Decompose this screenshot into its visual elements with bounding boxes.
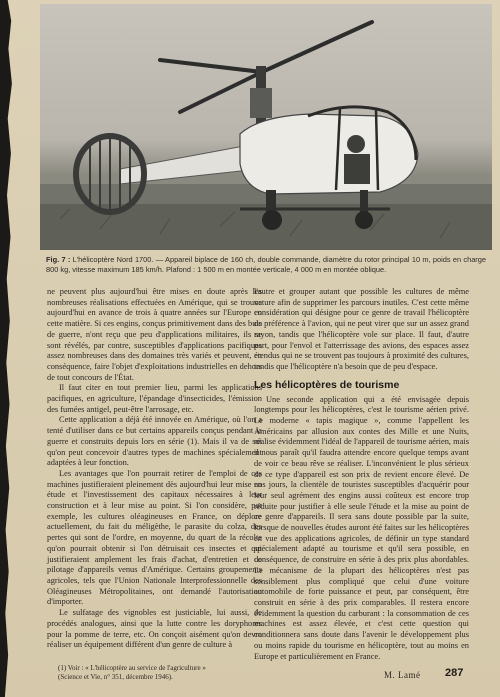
figure-caption: [46, 255, 486, 274]
paragraph: Les avantages que l'on pourrait retirer de l'emploi de ces machines justifieraient pleinement dès aujourd'hui leur mise en étude et l'investissement des capitaux nécessaires à leur construction et à leur mise au point. Si l'on considère, par exemple, les cultures oléagineuses en France, on déplore actuellement, du fait du méligèthe, le parasite du colza, des pertes qui sont de l'ordre, en moyenne, du quart de la récolte qu'on pourrait obtenir si l'on détruisait ces insectes et qui justifieraient amplement les frais d'achat, d'entretien et de pilotage d'appareils venus d'Amérique. Certains groupements agricoles, tels que l'Union Nationale Interprofessionnelle des Oléagineuses Métropolitaines, ont demandé l'autorisation d'importer.: [47, 468, 262, 607]
figure-caption-text: L'hélicoptère Nord 1700. — Appareil biplace de 160 ch, double commande, diamètre du rotor principal 10 m, poids en charge 800 kg, vitesse maximum 185 km/h. Plafond : 1 500 m en montée verticale, 4 000 m en montée oblique.: [46, 255, 486, 274]
paragraph: Une seconde application qui a été envisagée depuis longtemps pour les hélicoptères, c'est le tourisme aérien privé. Le moderne « tapis magique », comme l'appellent les Américains par allusion aux contes des Mille et une Nuits, réalise évidemment l'idéal de l'appareil de tourisme aérien, mais il nous paraît qu'il faudra attendre encore quelque temps avant de voir ce beau rêve se réaliser. L'inconvénient le plus sérieux de ce type d'appareil est son prix de revient encore élevé. De nos jours, la clientèle de touristes susceptibles d'acquérir pour leur seul agrément des engins aussi coûteux est encore trop réduite pour justifier à elle seule l'étude et la mise au point de ce genre d'appareils. Il sera sans doute possible par la suite, lorsque de nouvelles études auront été faites sur les hélicoptères en vue des applications agricoles, de définir un type standard spécialement adapté au tourisme et qu'il sera possible, en conséquence, de construire en série à des prix plus abordables. Le mécanisme de la plupart des hélicoptères n'est pas sensiblement plus compliqué que celui d'une voiture automobile de forte puissance et peut, par conséquent, être construit en série à des prix comparables. Il restera encore évidemment la question du carburant : la consommation de ces machines est assez élevée, et c'est cette question qui conditionnera sans doute dans l'avenir le développement plus ou moins rapide du tourisme en hélicoptère, tout au moins en Europe et particulièrement en France.: [254, 394, 469, 661]
paragraph: Il faut citer en tout premier lieu, parmi les applications pacifiques, en agriculture, l'épandage d'insecticides, l'émission des fumées antigel, peut-être l'arrosage, etc.: [47, 383, 262, 414]
figure-label: Fig. 7 :: [46, 255, 71, 264]
paragraph: Le sulfatage des vignobles est justiciable, lui aussi, de procédés analogues, ainsi que la lutte contre les doryphores pour la pomme de terre, etc. On conçoit aisément qu'on devra réaliser un équipement différent d'un genre de culture à: [47, 608, 262, 650]
right-column: [254, 287, 469, 662]
helicopter-photo: [40, 4, 492, 250]
helicopter-illustration: [40, 4, 492, 250]
page-number: 287: [445, 667, 464, 679]
section-title: Les hélicoptères de tourisme: [254, 378, 400, 391]
author-signature: M. Lamé: [384, 670, 421, 680]
footnote-line: (1) Voir : « L'hélicoptère au service de l'agriculture »: [58, 664, 206, 672]
footnote-line: (Science et Vie, n° 351, décembre 1946).: [58, 673, 173, 681]
left-column: [47, 287, 262, 651]
torn-edge: [0, 0, 14, 697]
paragraph: l'autre et grouper autant que possible les cultures de même nature afin de supprimer les parcours inutiles. C'est cette même considération qui désigne pour ce genre de travail l'hélicoptère de préférence à l'avion, qui ne peut virer que sur un assez grand rayon, tandis que l'hélicoptère vole sur place. Il faut, d'autre part, pour l'envol et l'atterrissage des avions, des espaces assez étendus qui ne se trouvent pas toujours à proximité des cultures, tandis que l'hélicoptère n'a besoin que de peu d'espace.: [254, 287, 469, 371]
paragraph: ne peuvent plus aujourd'hui être mises en doute après les nombreuses réalisations effectuées en Amérique, qui se trouve aujourd'hui en avance de trois à quatre années sur l'Europe en cette matière. Si ces engins, conçus primitivement dans des buts de guerre, n'ont reçu que peu d'applications militaires, ils se sont révélés, par contre, susceptibles d'applications pacifiques assez nombreuses dans des domaines très variés et peuvent, en conséquence, faire l'objet d'exploitations industrielles en dehors de tout concours de l'État.: [47, 287, 262, 382]
footnote: [58, 664, 258, 682]
paragraph: Cette application a déjà été innovée en Amérique, où l'on a tenté d'utiliser dans ce but certains appareils conçus pendant la guerre et construits depuis lors en série (1). Mais il va de soi qu'on peut concevoir d'autres types de machines spécialement adaptées à leur fonction.: [47, 415, 262, 468]
